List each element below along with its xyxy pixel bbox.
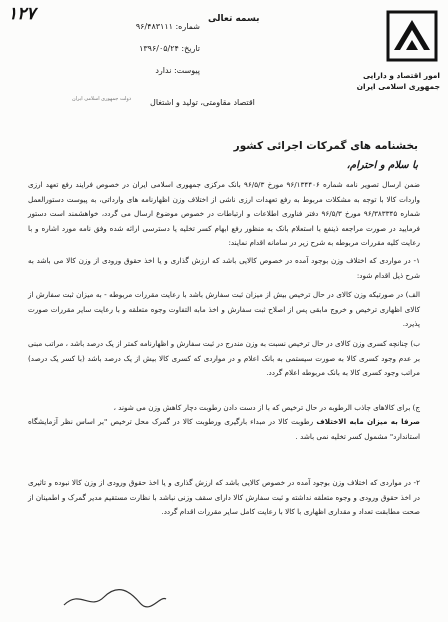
paragraph-clause-1a [28,288,420,332]
number-label: شماره: [175,22,200,31]
ministry-emblem-icon [384,10,440,70]
basmala-heading: بسمه تعالی [208,14,260,24]
ministry-line-2: جمهوری اسلامی ایران [356,82,440,91]
paragraph-text: ج) برای کالاهای جاذب الرطوبه در حال ترخیص که با از دست دادن رطوبت دچار کاهش وزن می شوند ، [113,403,420,412]
number-value: ۹۶/۴۸۳۱۱۱ [135,22,173,31]
signature-icon [60,585,170,613]
paragraph-clause-1b [28,337,420,381]
letter-number [80,22,200,31]
bold-emphasis: صرفا به میزان مابه الاختلاف [313,417,420,426]
ministry-line-1: امور اقتصاد و دارایی [362,71,440,80]
paragraph-clause-1c [28,401,420,416]
header-small-note: دولت جمهوری اسلامی ایران [72,96,132,102]
letter-date [80,44,200,53]
date-value: ۱۳۹۶/۰۵/۲۴ [139,44,179,53]
paragraph-text: صرفا به میزان مابه الاختلاف رطوبت کالا در مبداء بارگیری ورطوبت کالا در گمرک محل ترخیص "بر اساس نظر آزمایشگاه استاندارد" مشمول کسر تخلیه نمی باشد . [28,417,420,441]
paragraph-text: ضمن ارسال تصویر نامه شماره ۹۶/۱۳۴۴۰۶ مورخ ۹۶/۵/۳ بانک مرکزی جمهوری اسلامی ایران در خصوص فرایند رفع تعهد ارزی واردات کالا با توجه به مشکلات مربوط به رفع تعهدات ارزی ناشی از اختلاف وزن اظهارنامه های وارداتی، به پیوست دستورالعمل شماره ۹۶/۳۸۳۳۴۵ مورخ ۹۶/۵/۳ دفتر فناوری اطلاعات و ارتباطات در خصوص موضوع ارسال می گردد، خواهشمند است دستور فرمایید در صورت مراجعه ذینفع با استعلام بانک به منظور رفع ابهام کسر تخلیه یا دسترسی ارائه شده وفق نامه مورد اشاره و با رعایت کلیه مقررات مربوطه به شرح زیر در سامانه اقدام نمایند: [28,180,420,247]
paragraph-clause-1c-bold [28,415,420,444]
ministry-name [320,70,440,92]
paragraph-text: ب) چنانچه کسری وزن کالای در حال ترخیص نسبت به وزن مندرج در ثبت سفارش و اظهارنامه کمتر از یک درصد باشد ، مراتب مبنی بر عدم وجود کسری کالا به صورت سیستمی به بانک اعلام و در مواردی که کسری کالا بیش از یک درصد باشد (با کسر یک درصد) مراتب وجود کسری کالا به بانک مربوطه اعلام گردد. [28,339,420,377]
paragraph-text: ۱- در مواردی که اختلاف وزن بوجود آمده در خصوص کالایی باشد که ارزش گذاری و یا اخذ حقوق ورودی از وزن کالا می باشد به شرح ذیل اقدام شود: [28,256,420,280]
handwritten-page-number: ۱۲۷ [8,4,36,24]
letter-attachment [80,66,200,75]
paragraph-text: ۲- در مواردی که اختلاف وزن بوجود آمده در خصوص کالایی باشد که ارزش گذاری و یا اخذ حقوق ورودی از وزن کالا نبوده و تاثیری در اخذ حقوق ورودی و وجوه متعلقه نداشته و ثبت سفارش کالا دارای سقف وزنی نباشد با نظارت مستقیم مدیر گمرک و اطمینان از صحت مطابقت تعداد و مقداری اظهاری با کالا با رعایت کامل سایر مقررات اقدام گردد. [28,478,420,516]
paragraph-text: الف) در صورتیکه وزن کالای در حال ترخیص بیش از میزان ثبت سفارش باشد با رعایت مقررات مربوطه - به میزان ثبت سفارش از کالای اظهاری ترخیص و خروج مابقی پس از اصلاح ثبت سفارش و اخذ مابه التفاوت وجوه متعلقه و با رعایت سایر مقررات صورت پذیرد. [28,290,420,328]
date-label: تاریخ: [181,44,200,53]
header-motto: اقتصاد مقاومتی، تولید و اشتغال [150,98,255,107]
attachment-value: ندارد [155,66,172,75]
paragraph-clause-1 [28,254,420,283]
paragraph-clause-2 [28,476,420,520]
attachment-label: پیوست: [173,66,200,75]
letter-greeting: با سلام و احترام، [346,160,418,171]
paragraph-intro [28,178,420,251]
letter-title: بخشنامه های گمرکات اجرائی کشور [233,140,418,152]
